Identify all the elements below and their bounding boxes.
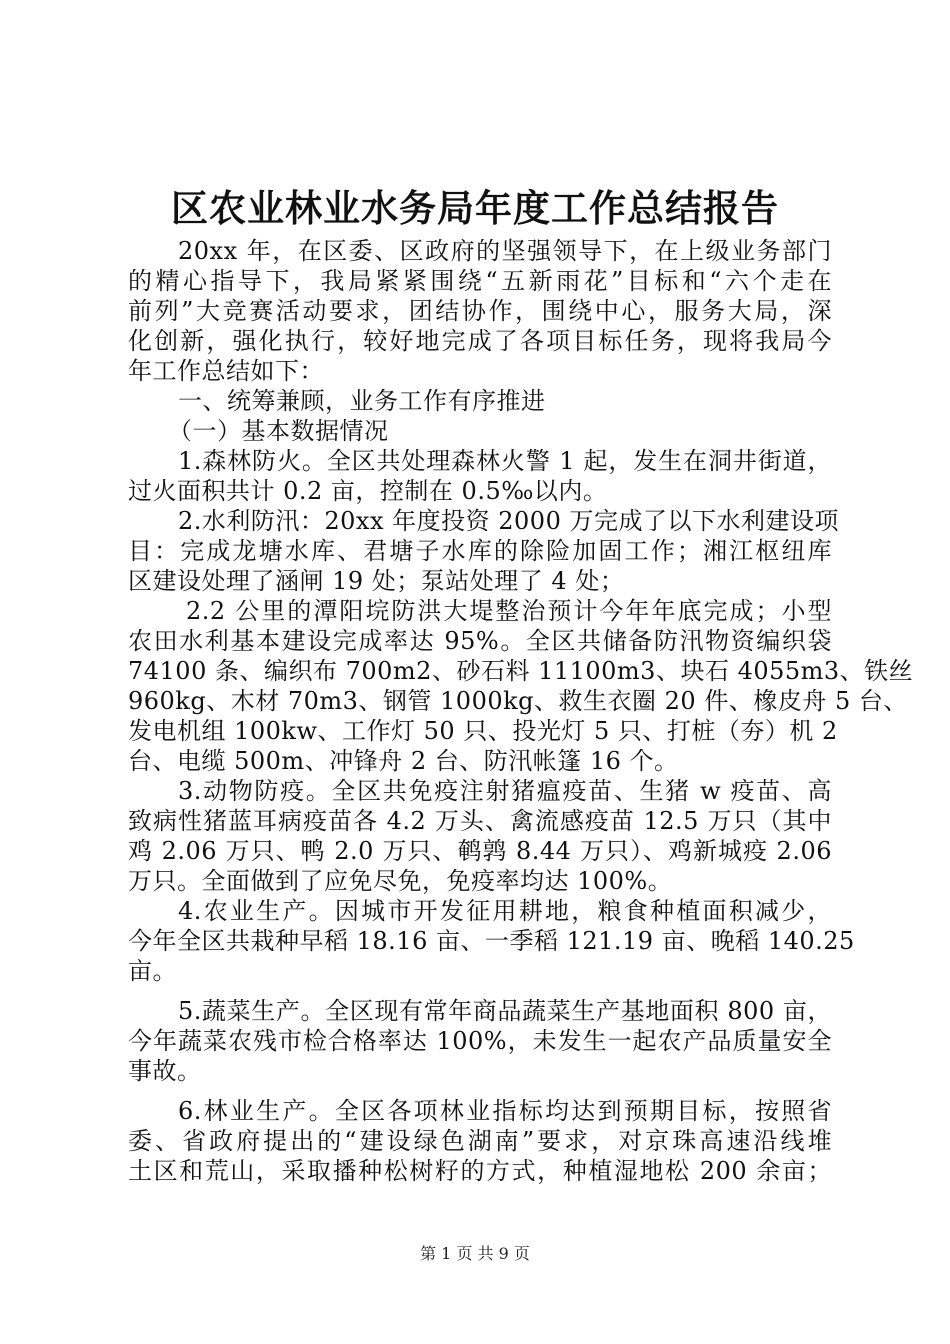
paragraph-line: 2.2 公里的潭阳垸防洪大堤整治预计今年年底完成；小型	[186, 597, 832, 625]
document-title: 区农业林业水务局年度工作总结报告	[171, 186, 779, 230]
paragraph-line: 年工作总结如下：	[128, 357, 324, 385]
paragraph-line: 致病性猪蓝耳病疫苗各 4.2 万头、禽流感疫苗 12.5 万只（其中	[128, 807, 832, 835]
paragraph-line: 区建设处理了涵闸 19 处；泵站处理了 4 处；	[128, 567, 625, 595]
paragraph-line: 万只。全面做到了应免尽免，免疫率均达 100%。	[128, 867, 673, 895]
paragraph-line: 20xx 年，在区委、区政府的坚强领导下，在上级业务部门	[178, 237, 832, 265]
page-number-footer: 第 1 页 共 9 页	[420, 1244, 530, 1263]
paragraph-line: 委、省政府提出的“建设绿色湖南”要求，对京珠高速沿线堆	[128, 1127, 832, 1155]
paragraph-line: 1.森林防火。全区共处理森林火警 1 起，发生在洞井街道，	[178, 447, 832, 475]
section-heading: 一、统筹兼顾，业务工作有序推进	[178, 387, 546, 415]
paragraph-line: 4.农业生产。因城市开发征用耕地，粮食种植面积减少，	[178, 897, 832, 925]
paragraph-line: 3.动物防疫。全区共免疫注射猪瘟疫苗、生猪 w 疫苗、高	[178, 777, 832, 805]
document-body	[128, 236, 914, 1186]
paragraph-line: 2.水利防汛：20xx 年度投资 2000 万完成了以下水利建设项	[178, 507, 839, 535]
paragraph-line: 化创新，强化执行，较好地完成了各项目标任务，现将我局今	[128, 327, 832, 355]
paragraph-line: 今年蔬菜农残市检合格率达 100%，未发生一起农产品质量安全	[128, 1027, 832, 1055]
paragraph-line: 前列”大竞赛活动要求，团结协作，围绕中心，服务大局，深	[128, 297, 832, 325]
paragraph-line: 5.蔬菜生产。全区现有常年商品蔬菜生产基地面积 800 亩，	[178, 997, 832, 1025]
paragraph-line: 土区和荒山，采取播种松树籽的方式，种植湿地松 200 余亩；	[128, 1157, 832, 1185]
paragraph-line: 74100 条、编织布 700m2、砂石料 11100m3、块石 4055m3、铁丝	[128, 657, 914, 685]
paragraph-line: 鸡 2.06 万只、鸭 2.0 万只、鹌鹑 8.44 万只）、鸡新城疫 2.06	[128, 837, 832, 865]
paragraph-line: 农田水利基本建设完成率达 95%。全区共储备防汛物资编织袋	[128, 627, 832, 655]
paragraph-line: 今年全区共栽种早稻 18.16 亩、一季稻 121.19 亩、晚稻 140.25	[128, 927, 855, 955]
paragraph-line: 事故。	[128, 1057, 202, 1085]
paragraph-line: 过火面积共计 0.2 亩，控制在 0.5‰以内。	[128, 477, 608, 505]
paragraph-line: 960kg、木材 70m3、钢管 1000kg、救生衣圈 20 件、橡皮舟 5 台、	[128, 687, 908, 715]
paragraph-line: 发电机组 100kw、工作灯 50 只、投光灯 5 只、打桩（夯）机 2	[128, 717, 838, 745]
paragraph-line: 的精心指导下，我局紧紧围绕“五新雨花”目标和“六个走在	[128, 267, 832, 295]
paragraph-line: 亩。	[128, 957, 177, 985]
subsection-heading: （一）基本数据情况	[168, 417, 389, 445]
paragraph-line: 6.林业生产。全区各项林业指标均达到预期目标，按照省	[178, 1097, 832, 1125]
paragraph-line: 台、电缆 500m、冲锋舟 2 台、防汛帐篷 16 个。	[128, 747, 679, 775]
paragraph-line: 目：完成龙塘水库、君塘子水库的除险加固工作；湘江枢纽库	[128, 537, 832, 565]
